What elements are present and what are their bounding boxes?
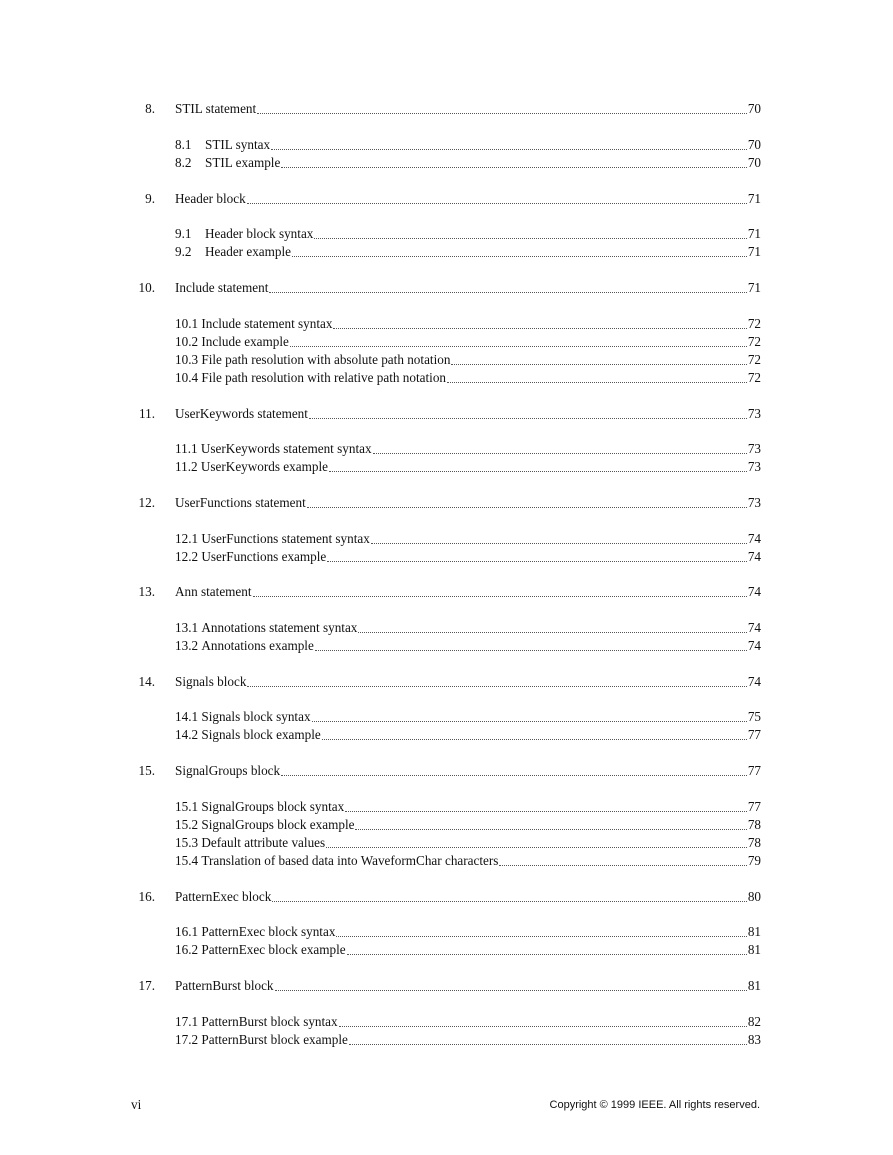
toc-subsection-number: 9.2	[175, 244, 192, 259]
toc-entry	[175, 941, 761, 959]
toc-subsection-number: 15.2	[175, 817, 199, 832]
toc-subsection-row[interactable]	[0, 225, 893, 243]
toc-title: UserFunctions statement	[175, 495, 306, 510]
toc-subsection-row[interactable]	[0, 458, 893, 476]
toc-title: File path resolution with absolute path notation	[201, 352, 451, 367]
toc-subsection-number: 8.1	[175, 137, 192, 152]
toc-subsection-row[interactable]	[0, 136, 893, 154]
toc-section-row[interactable]	[0, 100, 893, 118]
toc-entry	[175, 530, 761, 548]
toc-section-number: 15.	[138, 763, 155, 778]
toc-subsection-number: 14.2	[175, 727, 199, 742]
toc-title: Ann statement	[175, 584, 252, 599]
toc-subsection-number: 12.1	[175, 531, 199, 546]
toc-section-row[interactable]	[0, 888, 893, 906]
toc-entry	[175, 637, 761, 655]
toc-section-number: 13.	[138, 584, 155, 599]
toc-subsection-number: 10.2	[175, 334, 199, 349]
toc-subsection-number: 10.3	[175, 352, 199, 367]
toc-page-number: 74	[747, 584, 761, 599]
toc-entry	[175, 279, 761, 297]
dot-leader	[253, 596, 747, 597]
toc-subsection-row[interactable]	[0, 852, 893, 870]
toc-title: PatternExec block	[175, 889, 272, 904]
toc-entry	[175, 1031, 761, 1049]
toc-entry	[175, 673, 761, 691]
toc-title: UserFunctions example	[201, 549, 327, 564]
toc-entry	[175, 762, 761, 780]
toc-page-number: 77	[747, 799, 761, 814]
toc-title: SignalGroups block	[175, 763, 281, 778]
dot-leader	[326, 847, 747, 848]
toc-title: PatternBurst block syntax	[201, 1014, 338, 1029]
toc-page-number: 71	[747, 244, 761, 259]
toc-entry	[175, 351, 761, 369]
toc-subsection-row[interactable]	[0, 637, 893, 655]
toc-title: Signals block example	[201, 727, 321, 742]
toc-subsection-number: 15.4	[175, 853, 199, 868]
toc-section-row[interactable]	[0, 673, 893, 691]
toc-entry	[175, 333, 761, 351]
toc-subsection-row[interactable]	[0, 548, 893, 566]
dot-leader	[339, 1026, 747, 1027]
toc-subsection-number: 15.1	[175, 799, 199, 814]
toc-entry	[175, 369, 761, 387]
toc-section-number: 10.	[138, 280, 155, 295]
toc-section-number: 17.	[138, 978, 155, 993]
toc-subsection-row[interactable]	[0, 333, 893, 351]
dot-leader	[371, 543, 747, 544]
toc-subsection-number: 17.1	[175, 1014, 199, 1029]
toc-title: UserKeywords statement syntax	[200, 441, 372, 456]
dot-leader	[355, 829, 746, 830]
toc-page-number: 74	[747, 531, 761, 546]
toc-title: PatternBurst block example	[201, 1032, 348, 1047]
toc-subsection-number: 11.2	[175, 459, 198, 474]
toc-title: STIL example	[205, 155, 281, 170]
toc-page-number: 80	[747, 889, 761, 904]
dot-leader	[290, 346, 747, 347]
toc-subsection-row[interactable]	[0, 923, 893, 941]
toc-title: UserKeywords example	[200, 459, 328, 474]
toc-entry	[175, 816, 761, 834]
toc-subsection-number: 10.4	[175, 370, 199, 385]
toc-section-number: 12.	[138, 495, 155, 510]
toc-subsection-number: 13.2	[175, 638, 199, 653]
page-number: vi	[131, 1097, 142, 1112]
toc-page-number: 81	[747, 924, 761, 939]
toc-page-number: 70	[747, 155, 761, 170]
toc-title: Signals block syntax	[201, 709, 311, 724]
toc-section-row[interactable]	[0, 279, 893, 297]
toc-title: Header block syntax	[205, 226, 314, 241]
dot-leader	[312, 721, 747, 722]
toc-title: Include statement syntax	[201, 316, 333, 331]
toc-page-number: 78	[747, 835, 761, 850]
dot-leader	[281, 167, 746, 168]
toc-entry	[175, 834, 761, 852]
toc-section-row[interactable]	[0, 190, 893, 208]
toc-section-number: 9.	[145, 191, 155, 206]
toc-page-number: 74	[747, 674, 761, 689]
toc-page-number: 75	[747, 709, 761, 724]
toc-entry	[175, 440, 761, 458]
dot-leader	[307, 507, 747, 508]
toc-title: PatternBurst block	[175, 978, 274, 993]
toc-page-number: 79	[747, 853, 761, 868]
toc-title: Translation of based data into WaveformChar characters	[201, 853, 499, 868]
toc-subsection-number: 13.1	[175, 620, 199, 635]
toc-subsection-row[interactable]	[0, 1031, 893, 1049]
toc-entry	[175, 619, 761, 637]
toc-entry	[175, 726, 761, 744]
toc-subsection-row[interactable]	[0, 315, 893, 333]
toc-subsection-row[interactable]	[0, 154, 893, 172]
toc-title: PatternExec block example	[201, 942, 346, 957]
toc-section-number: 16.	[138, 889, 155, 904]
dot-leader	[329, 471, 747, 472]
toc-subsection-row[interactable]	[0, 1013, 893, 1031]
toc-subsection-row[interactable]	[0, 798, 893, 816]
dot-leader	[309, 418, 747, 419]
dot-leader	[451, 364, 746, 365]
toc-page-number: 72	[747, 334, 761, 349]
toc-page-number: 71	[747, 280, 761, 295]
toc-page-number: 72	[747, 316, 761, 331]
toc-title: STIL syntax	[205, 137, 271, 152]
toc-page-number: 71	[747, 226, 761, 241]
dot-leader	[272, 901, 747, 902]
toc-entry	[175, 923, 761, 941]
toc-page-number: 81	[747, 978, 761, 993]
toc-page-number: 77	[747, 763, 761, 778]
toc-subsection-number: 16.1	[175, 924, 199, 939]
toc-title: Include statement	[175, 280, 269, 295]
toc-subsection-number: 11.1	[175, 441, 198, 456]
toc-subsection-number: 14.1	[175, 709, 199, 724]
dot-leader	[347, 954, 747, 955]
toc-section-row[interactable]	[0, 583, 893, 601]
toc-entry	[175, 154, 761, 172]
dot-leader	[322, 739, 747, 740]
toc-title: SignalGroups block example	[201, 817, 355, 832]
toc-entry	[175, 798, 761, 816]
toc-entry	[175, 190, 761, 208]
dot-leader	[257, 113, 747, 114]
dot-leader	[373, 453, 747, 454]
dot-leader	[247, 203, 747, 204]
toc-entry	[175, 583, 761, 601]
dot-leader	[358, 632, 746, 633]
toc-section-row[interactable]	[0, 977, 893, 995]
toc-entry	[175, 315, 761, 333]
toc-entry	[175, 852, 761, 870]
toc-section-row[interactable]	[0, 405, 893, 423]
dot-leader	[271, 149, 747, 150]
toc-entry	[175, 225, 761, 243]
toc-page-number: 74	[747, 549, 761, 564]
toc-entry	[175, 100, 761, 118]
toc-page-number: 77	[747, 727, 761, 742]
toc-section-number: 8.	[145, 101, 155, 116]
toc-subsection-number: 16.2	[175, 942, 199, 957]
toc-page-number: 73	[747, 459, 761, 474]
toc-subsection-number: 12.2	[175, 549, 199, 564]
toc-section-row[interactable]	[0, 494, 893, 512]
toc-subsection-number: 10.1	[175, 316, 199, 331]
toc-title: Header example	[205, 244, 292, 259]
toc-entry	[175, 405, 761, 423]
toc-subsection-number: 17.2	[175, 1032, 199, 1047]
toc-subsection-row[interactable]	[0, 708, 893, 726]
dot-leader	[327, 561, 747, 562]
toc-page-number: 72	[747, 352, 761, 367]
dot-leader	[333, 328, 746, 329]
toc-title: Include example	[201, 334, 289, 349]
toc-subsection-number: 15.3	[175, 835, 199, 850]
toc-entry	[175, 1013, 761, 1031]
toc-subsection-row[interactable]	[0, 834, 893, 852]
toc-subsection-row[interactable]	[0, 530, 893, 548]
copyright-notice: Copyright © 1999 IEEE. All rights reserved.	[549, 1099, 760, 1111]
toc-entry	[175, 243, 761, 261]
toc-title: UserKeywords statement	[175, 406, 308, 421]
dot-leader	[292, 256, 747, 257]
toc-page-number: 74	[747, 638, 761, 653]
toc-subsection-row[interactable]	[0, 726, 893, 744]
toc-subsection-row[interactable]	[0, 941, 893, 959]
toc-page-number: 73	[747, 406, 761, 421]
dot-leader	[281, 775, 747, 776]
dot-leader	[336, 936, 746, 937]
dot-leader	[247, 686, 746, 687]
toc-page-number: 82	[747, 1014, 761, 1029]
toc-section-number: 11.	[139, 406, 155, 421]
toc-title: Default attribute values	[201, 835, 326, 850]
dot-leader	[315, 650, 747, 651]
toc-entry	[175, 494, 761, 512]
dot-leader	[349, 1044, 747, 1045]
dot-leader	[269, 292, 746, 293]
toc-section-number: 14.	[138, 674, 155, 689]
toc-section-row[interactable]	[0, 762, 893, 780]
toc-entry	[175, 977, 761, 995]
toc-page-number: 73	[747, 441, 761, 456]
toc-title: SignalGroups block syntax	[201, 799, 345, 814]
toc-page-number: 70	[747, 101, 761, 116]
dot-leader	[447, 382, 747, 383]
toc-title: UserFunctions statement syntax	[201, 531, 370, 546]
toc-subsection-row[interactable]	[0, 243, 893, 261]
toc-subsection-row[interactable]	[0, 369, 893, 387]
toc-page-number: 83	[747, 1032, 761, 1047]
dot-leader	[314, 238, 746, 239]
toc-page-number: 71	[747, 191, 761, 206]
dot-leader	[345, 811, 747, 812]
toc-title: Signals block	[175, 674, 247, 689]
toc-subsection-number: 9.1	[175, 226, 192, 241]
toc-entry	[175, 548, 761, 566]
dot-leader	[499, 865, 746, 866]
toc-subsection-row[interactable]	[0, 440, 893, 458]
toc-title: STIL statement	[175, 101, 257, 116]
toc-title: Annotations statement syntax	[201, 620, 358, 635]
toc-subsection-row[interactable]	[0, 619, 893, 637]
toc-title: Header block	[175, 191, 246, 206]
toc-entry	[175, 708, 761, 726]
toc-page-number: 74	[747, 620, 761, 635]
toc-entry	[175, 136, 761, 154]
toc-subsection-row[interactable]	[0, 816, 893, 834]
toc-page-number: 72	[747, 370, 761, 385]
toc-subsection-number: 8.2	[175, 155, 192, 170]
toc-entry	[175, 888, 761, 906]
toc-page-number: 73	[747, 495, 761, 510]
toc-entry	[175, 458, 761, 476]
toc-title: Annotations example	[201, 638, 314, 653]
toc-page-number: 81	[747, 942, 761, 957]
toc-title: PatternExec block syntax	[201, 924, 336, 939]
toc-page-number: 78	[747, 817, 761, 832]
toc-subsection-row[interactable]	[0, 351, 893, 369]
toc-title: File path resolution with relative path notation	[201, 370, 447, 385]
toc-page-number: 70	[747, 137, 761, 152]
dot-leader	[275, 990, 747, 991]
